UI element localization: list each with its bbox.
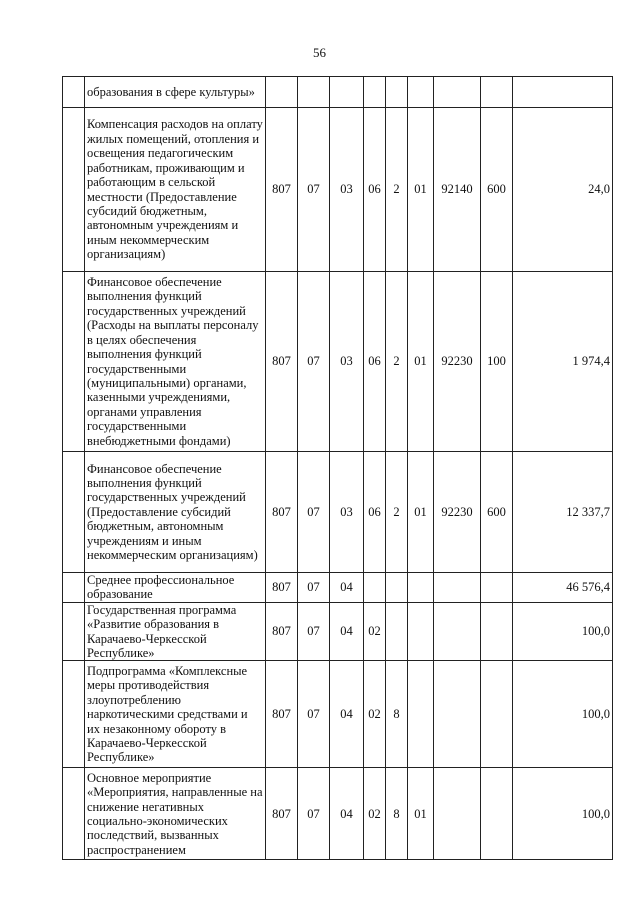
expense-type-code-cell bbox=[481, 661, 513, 768]
direction-code-cell bbox=[434, 573, 481, 603]
program-code-cell: 06 bbox=[364, 272, 386, 452]
amount-cell: 46 576,4 bbox=[513, 573, 613, 603]
admin-code-cell: 807 bbox=[266, 272, 298, 452]
direction-code-cell: 92230 bbox=[434, 272, 481, 452]
subprogram-code-cell: 8 bbox=[386, 768, 408, 860]
event-code-cell bbox=[408, 573, 434, 603]
section-code-cell: 07 bbox=[298, 661, 330, 768]
amount-cell: 12 337,7 bbox=[513, 452, 613, 573]
row-description: Основное мероприятие «Мероприятия, направленные на снижение негативных социально-экономических последствий, вызванных распространением bbox=[85, 768, 266, 860]
program-code-cell: 02 bbox=[364, 661, 386, 768]
program-code-cell: 06 bbox=[364, 452, 386, 573]
row-number-cell bbox=[63, 452, 85, 573]
direction-code-cell bbox=[434, 768, 481, 860]
page-number: 56 bbox=[313, 45, 326, 60]
row-number-cell bbox=[63, 768, 85, 860]
table-row bbox=[63, 452, 613, 573]
section-code-cell: 07 bbox=[298, 602, 330, 661]
row-number-cell bbox=[63, 573, 85, 603]
program-code-cell bbox=[364, 77, 386, 108]
event-code-cell bbox=[408, 77, 434, 108]
subsection-code-cell: 04 bbox=[330, 573, 364, 603]
row-number-cell bbox=[63, 108, 85, 272]
program-code-cell: 02 bbox=[364, 768, 386, 860]
direction-code-cell: 92140 bbox=[434, 108, 481, 272]
subsection-code-cell: 04 bbox=[330, 602, 364, 661]
row-number-cell bbox=[63, 77, 85, 108]
event-code-cell bbox=[408, 602, 434, 661]
amount-cell bbox=[513, 77, 613, 108]
expense-type-code-cell: 600 bbox=[481, 108, 513, 272]
subprogram-code-cell: 2 bbox=[386, 272, 408, 452]
expense-type-code-cell: 600 bbox=[481, 452, 513, 573]
subprogram-code-cell bbox=[386, 602, 408, 661]
section-code-cell: 07 bbox=[298, 768, 330, 860]
row-description: Финансовое обеспечение выполнения функций государственных учреждений (Расходы на выплаты персоналу в целях обеспечения выполнения функций государственными (муниципальными) органами, казенными учреждениями, органами управления государственными внебюджетными фондами) bbox=[85, 272, 266, 452]
admin-code-cell: 807 bbox=[266, 602, 298, 661]
subprogram-code-cell bbox=[386, 573, 408, 603]
table-row bbox=[63, 272, 613, 452]
section-code-cell: 07 bbox=[298, 452, 330, 573]
program-code-cell: 06 bbox=[364, 108, 386, 272]
event-code-cell bbox=[408, 661, 434, 768]
subsection-code-cell: 03 bbox=[330, 272, 364, 452]
admin-code-cell: 807 bbox=[266, 661, 298, 768]
subprogram-code-cell: 2 bbox=[386, 452, 408, 573]
budget-table bbox=[62, 76, 613, 860]
row-description: Среднее профессиональное образование bbox=[85, 573, 266, 603]
row-number-cell bbox=[63, 272, 85, 452]
amount-cell: 100,0 bbox=[513, 602, 613, 661]
row-description: Государственная программа «Развитие образования в Карачаево-Черкесской Республике» bbox=[85, 602, 266, 661]
row-description: Финансовое обеспечение выполнения функций государственных учреждений (Предоставление субсидий бюджетным, автономным учреждениям и иным некоммерческим организациям) bbox=[85, 452, 266, 573]
program-code-cell bbox=[364, 573, 386, 603]
event-code-cell: 01 bbox=[408, 272, 434, 452]
direction-code-cell bbox=[434, 602, 481, 661]
admin-code-cell: 807 bbox=[266, 452, 298, 573]
admin-code-cell bbox=[266, 77, 298, 108]
amount-cell: 24,0 bbox=[513, 108, 613, 272]
event-code-cell: 01 bbox=[408, 108, 434, 272]
row-number-cell bbox=[63, 661, 85, 768]
subprogram-code-cell: 2 bbox=[386, 108, 408, 272]
subprogram-code-cell bbox=[386, 77, 408, 108]
subsection-code-cell bbox=[330, 77, 364, 108]
row-description: Компенсация расходов на оплату жилых помещений, отопления и освещения педагогическим работникам, проживающим и работающим в сельской местности (Предоставление субсидий бюджетным, автономным учреждениям и иным некоммерческим организациям) bbox=[85, 108, 266, 272]
amount-cell: 100,0 bbox=[513, 768, 613, 860]
event-code-cell: 01 bbox=[408, 452, 434, 573]
admin-code-cell: 807 bbox=[266, 573, 298, 603]
event-code-cell: 01 bbox=[408, 768, 434, 860]
expense-type-code-cell bbox=[481, 768, 513, 860]
expense-type-code-cell bbox=[481, 77, 513, 108]
table-row bbox=[63, 661, 613, 768]
subsection-code-cell: 03 bbox=[330, 108, 364, 272]
amount-cell: 100,0 bbox=[513, 661, 613, 768]
table-row bbox=[63, 77, 613, 108]
row-number-cell bbox=[63, 602, 85, 661]
admin-code-cell: 807 bbox=[266, 108, 298, 272]
program-code-cell: 02 bbox=[364, 602, 386, 661]
section-code-cell: 07 bbox=[298, 272, 330, 452]
direction-code-cell: 92230 bbox=[434, 452, 481, 573]
admin-code-cell: 807 bbox=[266, 768, 298, 860]
table-row bbox=[63, 602, 613, 661]
section-code-cell: 07 bbox=[298, 108, 330, 272]
table-row bbox=[63, 108, 613, 272]
subsection-code-cell: 04 bbox=[330, 768, 364, 860]
expense-type-code-cell bbox=[481, 602, 513, 661]
amount-cell: 1 974,4 bbox=[513, 272, 613, 452]
row-description: Подпрограмма «Комплексные меры противодействия злоупотреблению наркотическими средствами и их незаконному обороту в Карачаево-Черкесской Республике» bbox=[85, 661, 266, 768]
expense-type-code-cell bbox=[481, 573, 513, 603]
subsection-code-cell: 04 bbox=[330, 661, 364, 768]
section-code-cell bbox=[298, 77, 330, 108]
row-description: образования в сфере культуры» bbox=[85, 77, 266, 108]
subprogram-code-cell: 8 bbox=[386, 661, 408, 768]
table-row bbox=[63, 573, 613, 603]
table-row bbox=[63, 768, 613, 860]
expense-type-code-cell: 100 bbox=[481, 272, 513, 452]
subsection-code-cell: 03 bbox=[330, 452, 364, 573]
direction-code-cell bbox=[434, 77, 481, 108]
direction-code-cell bbox=[434, 661, 481, 768]
section-code-cell: 07 bbox=[298, 573, 330, 603]
